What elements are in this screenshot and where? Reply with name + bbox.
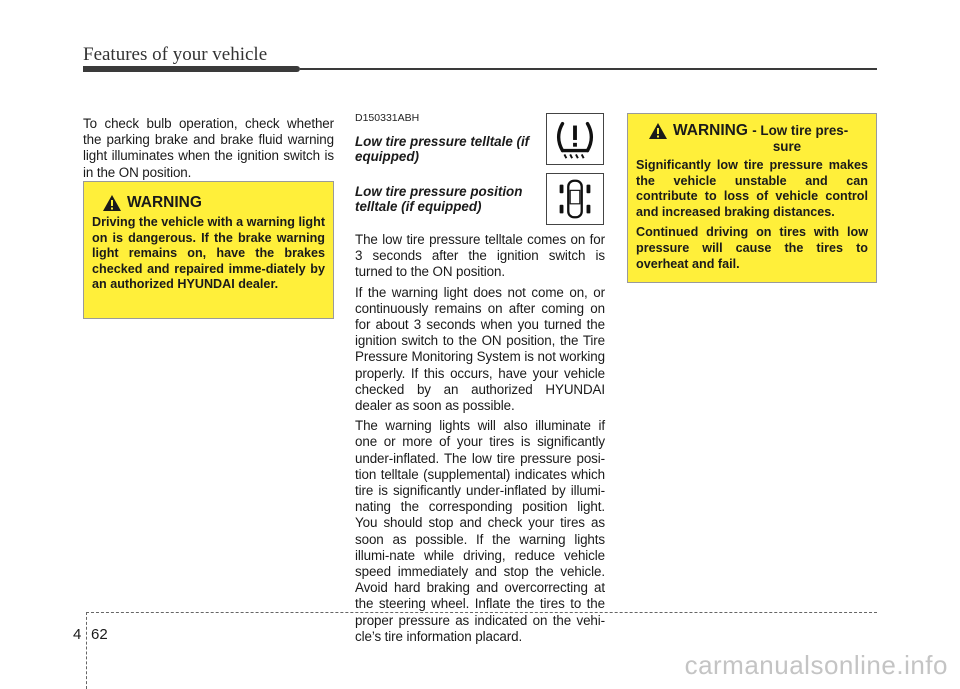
subhead-low-tire-pressure: Low tire pressure telltale (if equipped) bbox=[355, 134, 530, 164]
car-tire-position-icon bbox=[547, 174, 603, 224]
telltale-paragraph-3: The warning lights will also illuminate if one or more of your tires is significantly under-inflated. The low tire pressure posi-tion telltale (supplemental) indicates which tire is significantly under-inflated by illumi-nating the corresponding position light. You should stop and check your tires as soon as possible. If the warning lights illumi-nate while driving, reduce vehicle speed immediately and stop the vehicle. Avoid hard braking and overcorrecting at the steering wheel. Inflate the tires to the proper pressure as indicated on the vehi-cle’s tire information placard. bbox=[355, 418, 605, 644]
warning-triangle-icon bbox=[648, 122, 668, 140]
warning-subtitle: - Low tire pres- bbox=[752, 123, 849, 138]
warning-title-word: WARNING bbox=[673, 122, 748, 139]
tire-position-telltale bbox=[546, 173, 604, 225]
telltale-paragraph-2: If the warning light does not come on, or continuously remains on after coming on for about 3 seconds when you turned the ignition switch to the ON position, the Tire Pressure Monitoring System is not working properly. If this occurs, have your vehicle checked by an authorized HYUNDAI dealer as soon as possible. bbox=[355, 284, 605, 414]
low-tire-pressure-telltale bbox=[546, 113, 604, 165]
warning-box-tire-pressure bbox=[627, 113, 877, 283]
warning-text-1: Significantly low tire pressure makes the vehicle unstable and can contribute to loss of vehicle control and increased braking distances. bbox=[636, 158, 868, 219]
page-number: 62 bbox=[91, 626, 108, 643]
bulb-check-paragraph: To check bulb operation, check whether the parking brake and brake fluid warning light illuminates when the ignition switch is in the ON position. bbox=[83, 116, 334, 180]
warning-subtitle-cont: sure bbox=[772, 139, 802, 154]
footer-rule bbox=[86, 612, 877, 614]
warning-title: WARNING bbox=[127, 194, 202, 211]
warning-text-2: Continued driving on tires with low pressure will cause the tires to overheat and fail. bbox=[636, 225, 868, 271]
warning-text: Driving the vehicle with a warning light on is dangerous. If the brake warning light remains on, have the brakes checked and repaired imme-diately by an authorized HYUNDAI dealer. bbox=[92, 215, 326, 292]
column-left bbox=[83, 116, 334, 181]
header-title: Features of your vehicle bbox=[83, 44, 268, 65]
subhead-position-telltale: Low tire pressure position telltale (if equipped) bbox=[355, 184, 523, 214]
warning-heading bbox=[648, 122, 868, 140]
header-bar bbox=[83, 66, 300, 72]
footer-divider bbox=[86, 612, 88, 689]
warning-heading bbox=[102, 194, 325, 212]
warning-triangle-icon bbox=[102, 194, 122, 212]
section-code: D150331ABH bbox=[355, 112, 420, 124]
warning-title bbox=[673, 122, 848, 140]
header-rule bbox=[300, 68, 877, 70]
warning-box-brake bbox=[83, 181, 334, 319]
chapter-number: 4 bbox=[73, 626, 82, 643]
watermark: carmanualsonline.info bbox=[684, 650, 948, 680]
telltale-paragraph-1: The low tire pressure telltale comes on for 3 seconds after the ignition switch is turned to the ON position. bbox=[355, 232, 605, 280]
tire-pressure-icon bbox=[547, 114, 603, 164]
